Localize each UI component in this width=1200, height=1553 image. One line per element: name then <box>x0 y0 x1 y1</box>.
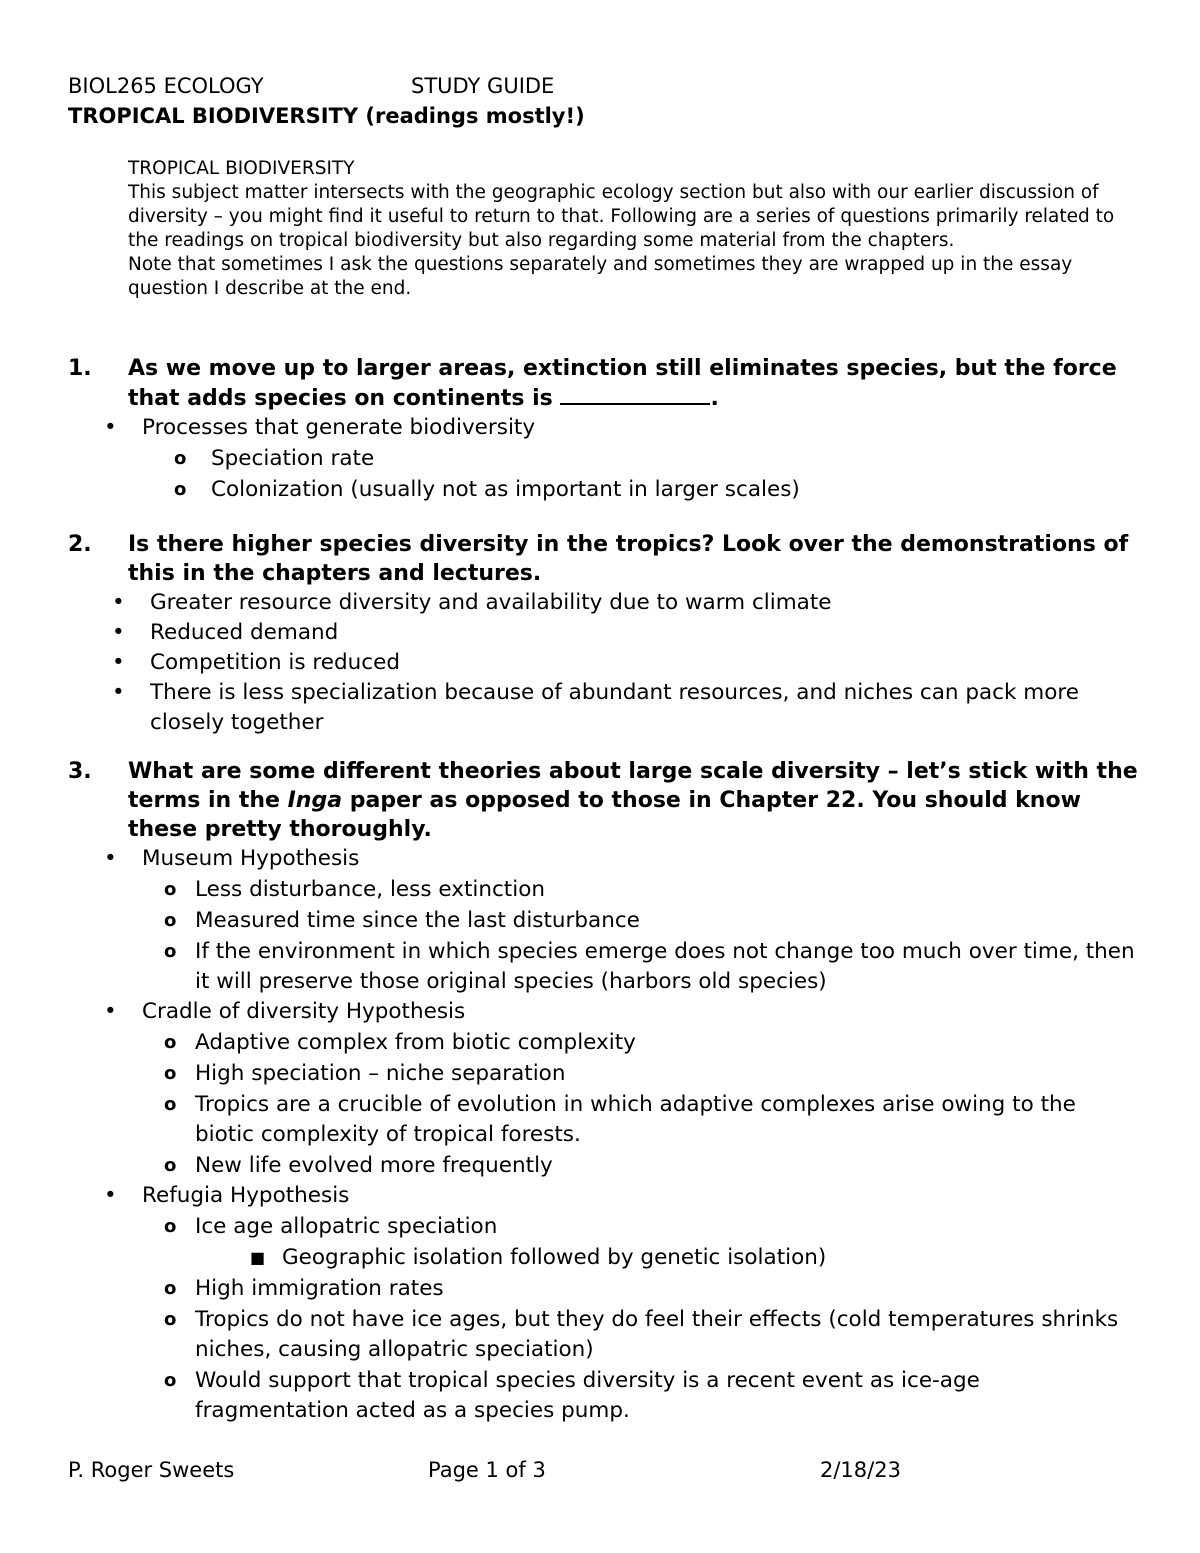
question-number: 2. <box>68 532 92 557</box>
list-item-text: Tropics are a crucible of evolution in which adaptive complexes arise owing to the biotic complexity of tropical forests. <box>195 1092 1076 1147</box>
list-item <box>68 1059 1138 1089</box>
bullet-icon: • <box>112 620 125 645</box>
bullet-icon: • <box>104 415 117 440</box>
list-item-text: Museum Hypothesis <box>142 846 360 871</box>
hollow-circle-icon: o <box>164 879 177 900</box>
footer-date: 2/18/23 <box>820 1458 901 1482</box>
list-item <box>68 1181 1138 1211</box>
list-item <box>68 413 1138 443</box>
question-3-heading <box>68 757 1138 844</box>
list-item-text: Colonization (usually not as important in larger scales) <box>211 477 800 502</box>
question-2 <box>68 530 1138 738</box>
list-item-text: Measured time since the last disturbance <box>195 908 640 933</box>
list-item-text: Competition is reduced <box>150 650 400 675</box>
list-item <box>68 844 1138 874</box>
list-item-text: Reduced demand <box>150 620 339 645</box>
list-item-text: Greater resource diversity and availability due to warm climate <box>150 590 832 615</box>
question-3-text-a: What are some different theories about large scale diversity – let’s stick with the terms in the <box>128 759 1138 813</box>
square-bullet-icon: ■ <box>250 1248 266 1267</box>
question-2-heading <box>68 530 1138 588</box>
question-1 <box>68 354 1138 505</box>
list-item-text: Geographic isolation followed by genetic isolation) <box>282 1245 827 1270</box>
bullet-icon: • <box>112 680 125 705</box>
list-item <box>68 1090 1138 1150</box>
question-3-italic-term: Inga <box>287 788 343 813</box>
list-item-text: Would support that tropical species diversity is a recent event as ice-age fragmentation acted as a species pump. <box>195 1368 980 1423</box>
bullet-icon: • <box>112 590 125 615</box>
header-doc-type: STUDY GUIDE <box>411 74 555 98</box>
list-item <box>68 678 1138 738</box>
list-item <box>68 997 1138 1027</box>
bullet-icon: • <box>104 999 117 1024</box>
question-1-heading <box>68 354 1138 413</box>
list-item <box>68 875 1138 905</box>
intro-note: Note that sometimes I ask the questions separately and sometimes they are wrapped up in the essay question I describe at the end. <box>128 254 1073 299</box>
footer-author: P. Roger Sweets <box>68 1458 235 1482</box>
hollow-circle-icon: o <box>164 910 177 931</box>
header-topic: TROPICAL BIODIVERSITY (readings mostly!) <box>68 104 585 128</box>
list-item-text: Speciation rate <box>211 446 375 471</box>
bullet-icon: • <box>112 650 125 675</box>
header-course: BIOL265 ECOLOGY <box>68 74 264 98</box>
question-1-text: As we move up to larger areas, extinction still eliminates species, but the force that adds species on continents is <box>128 356 1117 411</box>
list-item-text: Processes that generate biodiversity <box>142 415 536 440</box>
list-item <box>68 618 1138 648</box>
list-item <box>68 1243 1138 1273</box>
list-item <box>68 588 1138 618</box>
hollow-circle-icon: o <box>164 1278 177 1299</box>
list-item-text: Cradle of diversity Hypothesis <box>142 999 466 1024</box>
hollow-circle-icon: o <box>174 448 187 469</box>
bullet-icon: • <box>104 1183 117 1208</box>
question-2-text: Is there higher species diversity in the tropics? Look over the demonstrations of this in the chapters and lectures. <box>128 532 1129 586</box>
list-item-text: If the environment in which species emerge does not change too much over time, then it will preserve those original species (harbors old species) <box>195 939 1135 994</box>
list-item <box>68 1366 1138 1426</box>
list-item <box>68 1151 1138 1181</box>
list-item-text: Ice age allopatric speciation <box>195 1214 498 1239</box>
hollow-circle-icon: o <box>174 479 187 500</box>
intro-paragraph: This subject matter intersects with the geographic ecology section but also with our earlier discussion of diversity – you might find it useful to return to that. Following are a series of questions primarily related to the readings on tropical biodiversity but also regarding some material from the chapters. <box>128 182 1115 251</box>
intro-section <box>128 157 1138 301</box>
bullet-icon: • <box>104 846 117 871</box>
hollow-circle-icon: o <box>164 1216 177 1237</box>
hollow-circle-icon: o <box>164 1032 177 1053</box>
footer-page-number: Page 1 of 3 <box>428 1458 546 1482</box>
question-1-period: . <box>710 386 719 411</box>
list-item-text: Less disturbance, less extinction <box>195 877 545 902</box>
list-item-text: Tropics do not have ice ages, but they do feel their effects (cold temperatures shrinks niches, causing allopatric speciation) <box>195 1307 1119 1362</box>
list-item-text: Adaptive complex from biotic complexity <box>195 1030 636 1055</box>
list-item <box>68 937 1138 997</box>
hollow-circle-icon: o <box>164 1155 177 1176</box>
list-item <box>68 1212 1138 1242</box>
list-item <box>68 475 1138 505</box>
question-number: 3. <box>68 759 92 784</box>
list-item-text: New life evolved more frequently <box>195 1153 553 1178</box>
list-item-text: High immigration rates <box>195 1276 444 1301</box>
list-item <box>68 648 1138 678</box>
intro-heading: TROPICAL BIODIVERSITY <box>128 158 355 179</box>
answer-blank <box>560 383 710 405</box>
list-item <box>68 906 1138 936</box>
hollow-circle-icon: o <box>164 1370 177 1391</box>
question-3 <box>68 757 1138 1426</box>
list-item-text: There is less specialization because of abundant resources, and niches can pack more closely together <box>150 680 1079 735</box>
list-item <box>68 1028 1138 1058</box>
question-3-text-b: paper as opposed to those in Chapter 22. You should know these pretty thoroughly. <box>128 788 1081 842</box>
hollow-circle-icon: o <box>164 1309 177 1330</box>
list-item-text: High speciation – niche separation <box>195 1061 566 1086</box>
hollow-circle-icon: o <box>164 1094 177 1115</box>
question-number: 1. <box>68 356 92 381</box>
list-item <box>68 444 1138 474</box>
hollow-circle-icon: o <box>164 941 177 962</box>
hollow-circle-icon: o <box>164 1063 177 1084</box>
list-item <box>68 1274 1138 1304</box>
list-item <box>68 1305 1138 1365</box>
list-item-text: Refugia Hypothesis <box>142 1183 350 1208</box>
